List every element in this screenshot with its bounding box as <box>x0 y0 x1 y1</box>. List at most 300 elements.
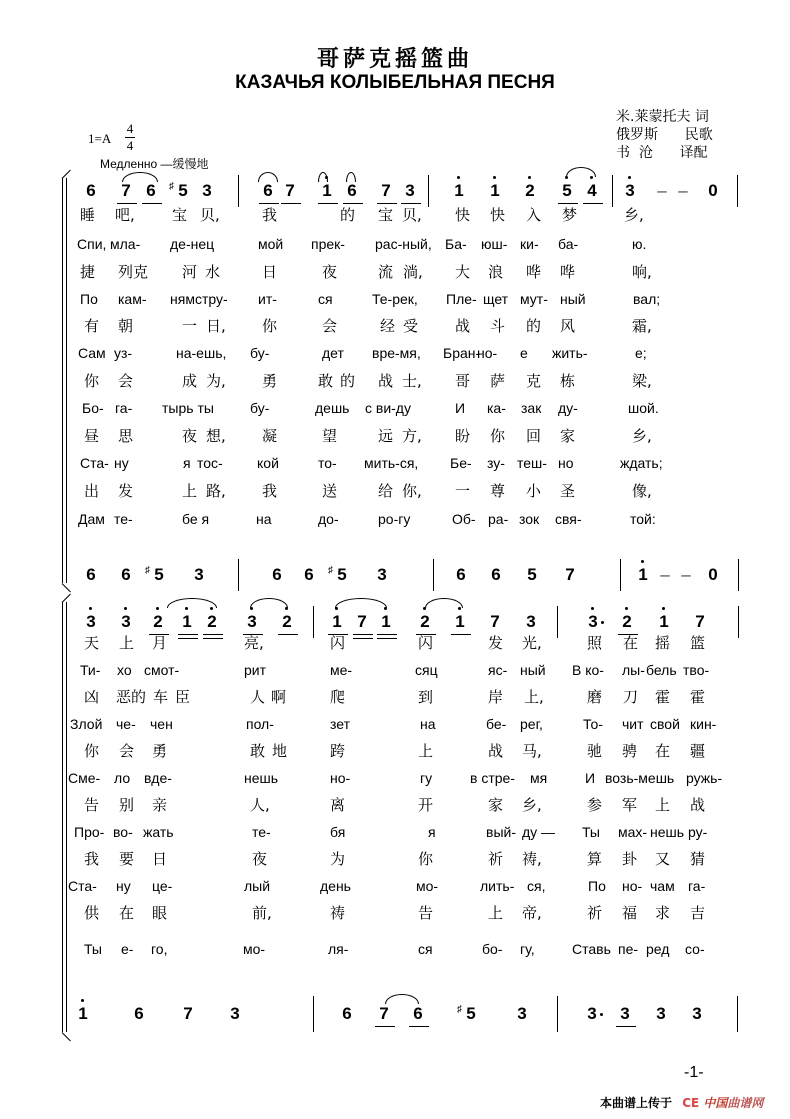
note: 7 <box>285 181 295 200</box>
lyric-syllable: ка- <box>487 400 506 416</box>
lyric-syllable: 闪 <box>418 634 434 652</box>
lyric-syllable: 哗 <box>560 263 576 281</box>
lyric-syllable: 思 <box>118 427 134 445</box>
lyric-syllable: зет <box>330 716 350 732</box>
lyric-syllable: 乡, <box>522 796 542 814</box>
octave-dot <box>493 176 496 179</box>
logo-mark-icon: CE <box>682 1096 700 1110</box>
lyric-syllable: со- <box>685 941 705 957</box>
lyric-syllable: ду- <box>558 400 578 416</box>
note: 1 <box>488 181 502 201</box>
lyric-syllable: день <box>320 878 351 894</box>
note: 1 <box>636 565 650 585</box>
lyric-syllable: 亲 <box>152 796 168 814</box>
note: 6 <box>86 565 96 584</box>
lyric-syllable: це- <box>152 878 173 894</box>
lyric-syllable: 给 <box>378 482 394 500</box>
lyric-syllable: но <box>558 455 574 471</box>
lyric-syllable: 开 <box>418 796 434 814</box>
lyric-syllable: 受 <box>403 317 419 335</box>
note: 7 <box>381 181 391 200</box>
lyric-syllable: 亮, <box>244 634 264 652</box>
lyric-syllable: 家 <box>560 427 576 445</box>
note: 3 <box>377 565 387 584</box>
lyric-syllable: 你 <box>418 850 434 868</box>
note: 6 <box>272 565 282 584</box>
lyric-syllable: теш- <box>517 455 547 471</box>
lyric-syllable: 霍 <box>655 688 671 706</box>
lyric-syllable: лый <box>244 878 271 894</box>
lyric-syllable: пе- <box>618 941 639 957</box>
lyric-syllable: 乡, <box>632 427 652 445</box>
lyric-syllable: 供 <box>84 904 100 922</box>
lyric-syllable: 福 <box>622 904 638 922</box>
lyric-syllable: 列克 <box>118 263 149 281</box>
lyric-syllable: 地 <box>272 742 288 760</box>
lyric-syllable: 霍 <box>690 688 706 706</box>
lyric-syllable: ный <box>520 662 546 678</box>
octave-dot <box>591 607 594 610</box>
lyric-syllable: Те-рек, <box>372 291 418 307</box>
octave-dot <box>528 176 531 179</box>
barline <box>313 606 314 638</box>
lyric-syllable: зок <box>519 511 540 527</box>
lyric-syllable: кам- <box>118 291 147 307</box>
tempo-marking: Медленно —缓慢地 <box>100 157 209 171</box>
lyric-syllable: Об- <box>452 511 476 527</box>
lyric-syllable: кой <box>257 455 279 471</box>
lyric-syllable: 小 <box>526 482 542 500</box>
lyric-syllable: 朝 <box>118 317 134 335</box>
octave-dot <box>625 607 628 610</box>
lyric-syllable: 路, <box>206 482 226 500</box>
lyric-syllable: 帝, <box>522 904 542 922</box>
beam-underline <box>353 634 373 635</box>
note: 5 ♯ <box>152 565 166 585</box>
lyric-syllable: 刀 <box>623 688 639 706</box>
note: 3 <box>517 1004 527 1023</box>
lyric-syllable: лы- <box>622 662 645 678</box>
lyric-syllable: 经 <box>380 317 396 335</box>
lyric-syllable: 祈 <box>587 904 603 922</box>
title-russian: КАЗАЧЬЯ КОЛЫБЕЛЬНАЯ ПЕСНЯ <box>235 72 555 93</box>
upload-footer <box>600 1094 763 1111</box>
note: 6 <box>86 181 96 200</box>
lyric-syllable: Бе- <box>450 455 472 471</box>
lyric-syllable: 斗 <box>490 317 506 335</box>
lyric-syllable: пол- <box>246 716 274 732</box>
lyric-syllable: ру- <box>688 824 708 840</box>
lyric-syllable: 参 <box>587 796 603 814</box>
note: 3 <box>585 1004 599 1024</box>
lyric-syllable: дет <box>322 345 344 361</box>
lyric-syllable: 我 <box>262 482 278 500</box>
lyric-syllable: 要 <box>119 850 135 868</box>
note: 7 <box>183 1004 193 1023</box>
credit-origin: 俄罗斯 民歌 <box>616 127 713 143</box>
lyric-syllable: По <box>588 878 606 894</box>
lyric-syllable: га- <box>688 878 706 894</box>
note: 6 <box>121 565 131 584</box>
lyric-syllable: 上 <box>119 634 135 652</box>
lyric-syllable: Злой <box>70 716 103 732</box>
lyric-syllable: Бо- <box>82 400 104 416</box>
note: 7 <box>490 612 500 631</box>
lyric-syllable: 出 <box>84 482 100 500</box>
lyric-syllable: лить- <box>480 878 515 894</box>
lyric-syllable: 疆 <box>690 742 706 760</box>
credits <box>616 108 713 162</box>
lyric-syllable: Ты <box>84 941 102 957</box>
lyric-syllable: на <box>420 716 436 732</box>
note: 6 <box>304 565 314 584</box>
lyric-syllable: Ста- <box>68 878 97 894</box>
lyric-syllable: Про- <box>74 824 105 840</box>
lyric-syllable: мя <box>530 770 548 786</box>
lyric-syllable: Бран- <box>443 345 481 361</box>
note: 3 <box>119 612 133 632</box>
lyric-syllable: 在 <box>623 634 639 652</box>
beam-underline <box>583 203 603 204</box>
octave-dot <box>81 999 84 1002</box>
lyric-syllable: 祷, <box>522 850 542 868</box>
note: 7 <box>565 565 575 584</box>
lyric-syllable: 你 <box>84 742 100 760</box>
lyric-syllable: 上 <box>655 796 671 814</box>
lyric-syllable: 贝, <box>402 206 422 224</box>
lyric-syllable: 敢 <box>250 742 266 760</box>
lyric-syllable: 日, <box>206 317 226 335</box>
lyric-syllable: 磨 <box>587 688 603 706</box>
lyric-syllable: е <box>520 345 528 361</box>
barline <box>433 559 434 591</box>
lyric-syllable: ружь- <box>686 770 723 786</box>
lyric-syllable: 上 <box>488 904 504 922</box>
lyric-syllable: 前, <box>252 904 272 922</box>
lyric-syllable: бо- <box>482 941 503 957</box>
note: 1 <box>379 612 393 632</box>
lyric-syllable: 摇 <box>655 634 671 652</box>
lyric-syllable: 别 <box>119 796 135 814</box>
lyric-syllable: жать <box>143 824 174 840</box>
beam-underline <box>178 638 198 639</box>
lyric-syllable: 发 <box>118 482 134 500</box>
lyric-syllable: ный <box>560 291 586 307</box>
beam-underline <box>451 634 471 635</box>
lyric-syllable: 到 <box>418 688 434 706</box>
lyric-syllable: 入 <box>526 206 542 224</box>
lyric-syllable: мой <box>258 236 284 252</box>
lyric-syllable: Ста- <box>80 455 109 471</box>
lyric-syllable: 照 <box>587 634 603 652</box>
sustain-dash: – <box>660 565 670 584</box>
beam-underline <box>375 1026 395 1027</box>
lyric-syllable: Ты <box>582 824 600 840</box>
lyric-syllable: 凝 <box>262 427 278 445</box>
lyric-syllable: 一 <box>182 317 198 335</box>
lyric-syllable: 吧, <box>115 206 135 224</box>
lyric-syllable: 闪 <box>330 634 346 652</box>
lyric-syllable: Дам <box>78 511 105 527</box>
lyric-syllable: чит <box>622 716 644 732</box>
lyric-syllable: 尊 <box>490 482 506 500</box>
lyric-syllable: 人, <box>250 796 270 814</box>
note: 5 ♯ <box>176 181 190 201</box>
lyric-syllable: 卦 <box>622 850 638 868</box>
lyric-syllable: 天 <box>84 634 100 652</box>
lyric-syllable: 响, <box>632 263 652 281</box>
barline <box>557 996 558 1032</box>
lyric-syllable: ра- <box>488 511 509 527</box>
note: 6 <box>342 1004 352 1023</box>
page-number: -1- <box>684 1064 704 1081</box>
lyric-syllable: 河 <box>182 263 198 281</box>
lyric-syllable: 捷 <box>80 263 96 281</box>
lyric-syllable: 战 <box>488 742 504 760</box>
beam-underline <box>278 634 298 635</box>
barline <box>557 606 558 638</box>
lyric-syllable: Сам <box>78 345 106 361</box>
lyric-syllable: ме- <box>330 662 353 678</box>
lyric-syllable: 会 <box>119 742 135 760</box>
lyric-syllable: бе я <box>182 511 210 527</box>
lyric-syllable: Ба- <box>445 236 467 252</box>
barline <box>238 175 239 207</box>
lyric-syllable: 的 <box>340 372 356 390</box>
lyric-syllable: 我 <box>84 850 100 868</box>
octave-dot <box>628 176 631 179</box>
lyric-syllable: 战 <box>455 317 471 335</box>
note: 1 <box>320 181 334 201</box>
lyric-syllable: зак <box>521 400 542 416</box>
sharp-icon: ♯ <box>457 1004 462 1015</box>
sharp-icon: ♯ <box>169 181 174 192</box>
note: 2 <box>151 612 165 632</box>
lyric-syllable: 在 <box>119 904 135 922</box>
octave-dot <box>156 607 159 610</box>
lyric-syllable: 霜, <box>632 317 652 335</box>
note: 2 <box>523 181 537 201</box>
lyric-syllable: гу <box>420 770 433 786</box>
title-chinese: 哥萨克摇篮曲 <box>316 46 473 72</box>
lyric-syllable: ро-гу <box>378 511 411 527</box>
sustain-dash: – <box>678 181 688 200</box>
time-signature <box>124 122 136 153</box>
lyric-syllable: 夜 <box>322 263 338 281</box>
lyric-syllable: 算 <box>587 850 603 868</box>
lyric-syllable: 宝 <box>378 206 394 224</box>
octave-dot <box>89 607 92 610</box>
lyric-syllable: те- <box>252 824 271 840</box>
lyric-syllable: Пле- <box>446 291 477 307</box>
lyric-syllable: 我 <box>262 206 278 224</box>
note: 1 <box>657 612 671 632</box>
note: 3 <box>230 1004 240 1023</box>
site-logo[interactable] <box>682 1094 763 1111</box>
note: 3 <box>84 612 98 632</box>
note: 6 <box>146 181 156 200</box>
note: 1 <box>180 612 194 632</box>
lyric-syllable: 贝, <box>200 206 220 224</box>
lyric-syllable: яс- <box>488 662 508 678</box>
lyric-syllable: 会 <box>322 317 338 335</box>
lyric-syllable: 夜 <box>182 427 198 445</box>
lyric-syllable: По <box>80 291 98 307</box>
lyric-syllable: мо- <box>416 878 439 894</box>
lyric-syllable: мут- <box>520 291 548 307</box>
lyric-syllable: бу- <box>250 345 270 361</box>
lyric-syllable: свой <box>650 716 680 732</box>
note: 3 <box>194 565 204 584</box>
lyric-syllable: 岸 <box>488 688 504 706</box>
lyric-syllable: 萨 <box>490 372 506 390</box>
note: 3 <box>656 1004 666 1023</box>
note: 1 <box>452 181 466 201</box>
note: 3 <box>692 1004 702 1023</box>
lyric-syllable: то- <box>318 455 337 471</box>
note: 2 <box>418 612 432 632</box>
lyric-syllable: 车 <box>153 688 169 706</box>
note: 6 <box>347 181 357 200</box>
lyric-syllable: 像, <box>632 482 652 500</box>
site-name-a: 中国 <box>703 1096 728 1110</box>
lyric-syllable: возь-мешь <box>605 770 675 786</box>
barline <box>738 606 739 638</box>
lyric-syllable: в стре- <box>470 770 515 786</box>
lyric-syllable: зу- <box>487 455 505 471</box>
lyric-syllable: но- <box>477 345 498 361</box>
credit-lyricist: 米.莱蒙托夫 词 <box>616 109 709 125</box>
lyric-syllable: 敢 <box>318 372 334 390</box>
lyric-syllable: 淌, <box>403 263 423 281</box>
barline <box>238 559 239 591</box>
lyric-syllable: уз- <box>114 345 133 361</box>
lyric-syllable: 啊 <box>271 688 287 706</box>
note: 1 <box>76 1004 90 1024</box>
lyric-syllable: 哗 <box>526 263 542 281</box>
lyric-syllable: 凶 <box>84 688 100 706</box>
lyric-syllable: мах- <box>618 824 648 840</box>
lyric-syllable: 一 <box>455 482 471 500</box>
barline <box>612 175 613 207</box>
lyric-syllable: чен <box>150 716 173 732</box>
lyric-syllable: 篮 <box>690 634 706 652</box>
lyric-syllable: 梁, <box>632 372 652 390</box>
upload-text: 本曲谱上传于 <box>600 1096 673 1110</box>
lyric-syllable: 你 <box>490 427 506 445</box>
lyric-syllable: 日 <box>262 263 278 281</box>
lyric-syllable: 你 <box>84 372 100 390</box>
lyric-syllable: 大 <box>455 263 471 281</box>
lyric-syllable: кин- <box>690 716 717 732</box>
lyric-syllable: во- <box>113 824 133 840</box>
lyric-syllable: 会 <box>118 372 134 390</box>
lyric-syllable: на <box>256 511 272 527</box>
lyric-syllable: гу, <box>520 941 535 957</box>
lyric-syllable: 勇 <box>262 372 278 390</box>
site-name-b: 曲谱网 <box>727 1096 764 1110</box>
lyric-syllable: до- <box>318 511 339 527</box>
lyric-syllable: ся <box>318 291 333 307</box>
credit-translator: 书 沧 译配 <box>616 145 708 161</box>
beam-underline <box>203 638 223 639</box>
beam-underline <box>409 1026 429 1027</box>
lyric-syllable: 眼 <box>152 904 168 922</box>
lyric-syllable: 驰 <box>587 742 603 760</box>
note: 3 <box>202 181 212 200</box>
lyric-syllable: смот- <box>144 662 180 678</box>
lyric-syllable: 梦 <box>562 206 578 224</box>
lyric-syllable: 臣 <box>175 688 191 706</box>
lyric-syllable: ля- <box>328 941 349 957</box>
lyric-syllable: ба- <box>558 236 579 252</box>
lyric-syllable: 送 <box>322 482 338 500</box>
lyric-syllable: бель <box>646 662 677 678</box>
lyric-syllable: 快 <box>490 206 506 224</box>
barline <box>313 996 314 1032</box>
octave-dot <box>641 560 644 563</box>
lyric-syllable: И <box>585 770 596 786</box>
lyric-syllable: сяц <box>415 662 438 678</box>
lyric-syllable: 猜 <box>690 850 706 868</box>
note: 6 <box>491 565 501 584</box>
beam-underline <box>377 634 397 635</box>
barline <box>428 175 429 207</box>
note: 3 <box>623 181 637 201</box>
lyric-syllable: 又 <box>655 850 671 868</box>
note: 5 <box>527 565 537 584</box>
lyric-syllable: свя- <box>555 511 582 527</box>
lyric-syllable: е; <box>635 345 647 361</box>
lyric-syllable: Спи, <box>77 236 107 252</box>
lyric-syllable: 家 <box>488 796 504 814</box>
lyric-syllable: хо <box>117 662 132 678</box>
key-signature: 1=A <box>88 131 112 146</box>
note: 5 ♯ <box>464 1004 478 1024</box>
lyric-syllable: вый- <box>486 824 516 840</box>
lyric-syllable: дешь <box>315 400 350 416</box>
lyric-syllable: 骋 <box>622 742 638 760</box>
staff-system1-bottom <box>0 565 790 595</box>
note: 2 <box>280 612 294 632</box>
lyric-syllable: 的 <box>340 206 356 224</box>
note: 6 <box>413 1004 423 1023</box>
lyric-syllable: 在 <box>655 742 671 760</box>
barline <box>737 996 738 1032</box>
lyric-syllable: 哥 <box>455 372 471 390</box>
lyric-syllable: 宝 <box>172 206 188 224</box>
lyric-syllable: 你, <box>402 482 422 500</box>
note: 3 <box>620 1004 630 1023</box>
lyric-syllable: я <box>183 455 191 471</box>
lyric-syllable: юш- <box>481 236 508 252</box>
note: 3 <box>586 612 600 632</box>
lyric-syllable: рег, <box>520 716 543 732</box>
lyric-syllable: нешь <box>244 770 279 786</box>
note: 3 <box>245 612 259 632</box>
lyric-syllable: мить-ся, <box>364 455 419 471</box>
lyric-syllable: 有 <box>84 317 100 335</box>
lyric-syllable: 风 <box>560 317 576 335</box>
lyric-syllable: рас-ный, <box>375 236 432 252</box>
lyric-syllable: ю. <box>632 236 647 252</box>
lyric-syllable: 恶的 <box>116 688 147 706</box>
lyric-syllable: 快 <box>455 206 471 224</box>
octave-dot <box>457 176 460 179</box>
sharp-icon: ♯ <box>328 565 333 576</box>
lyric-syllable: 上 <box>182 482 198 500</box>
octave-dot <box>662 607 665 610</box>
